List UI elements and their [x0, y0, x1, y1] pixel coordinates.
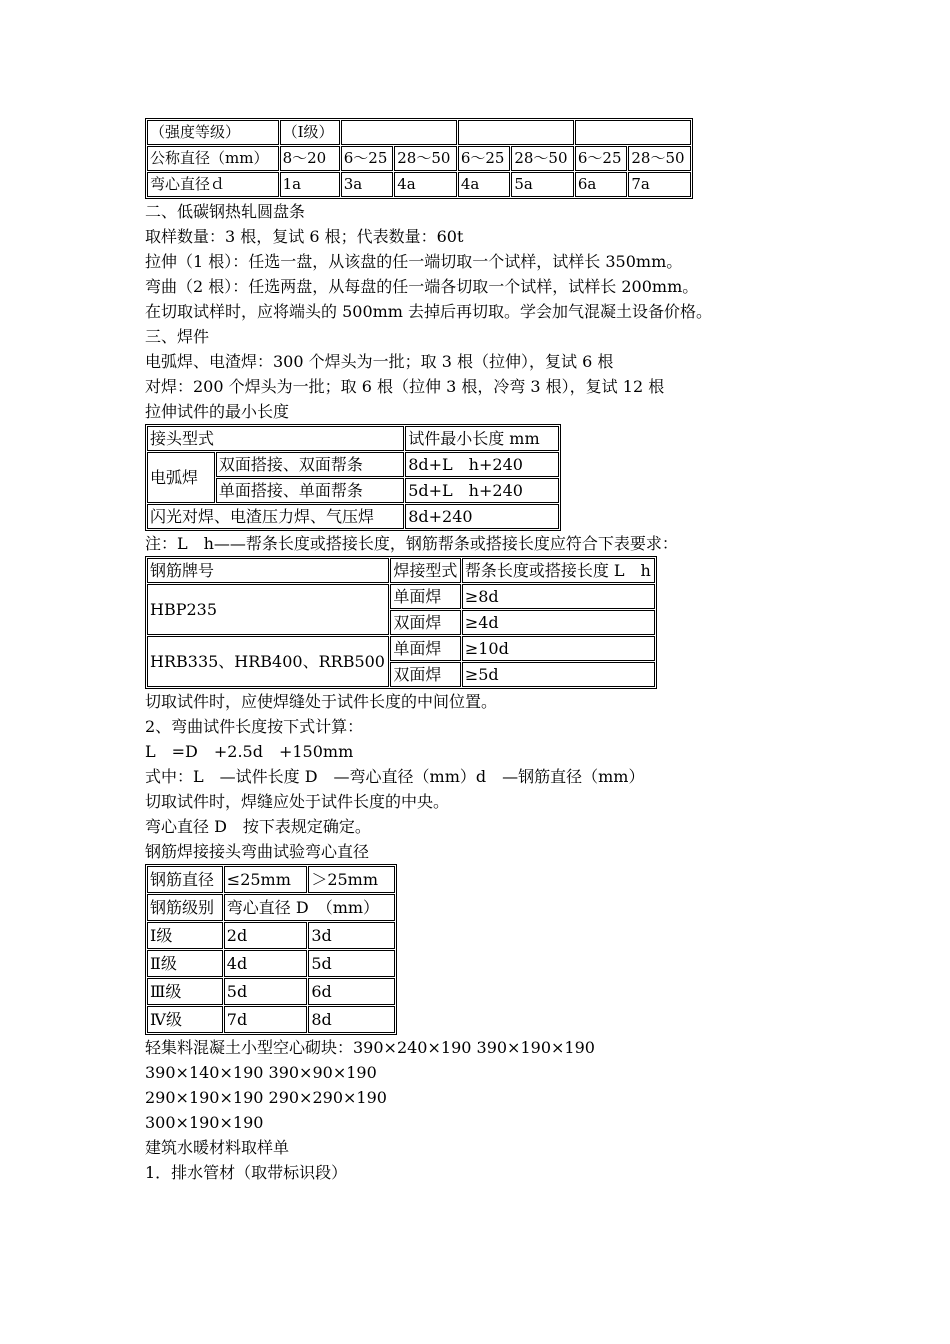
table-cell: 6～25	[575, 146, 627, 171]
table-row	[147, 894, 395, 921]
note: 注：L h——帮条长度或搭接长度，钢筋帮条或搭接长度应符合下表要求：	[145, 534, 678, 553]
paragraph: 对焊：200 个焊头为一批；取 6 根（拉伸 3 根，冷弯 3 根），复试 12 根	[145, 377, 665, 396]
table-cell: 8d	[308, 1006, 395, 1033]
table-caption: 拉伸试件的最小长度	[145, 402, 290, 421]
lap-length-table	[145, 556, 657, 689]
table-cell	[458, 120, 574, 145]
paragraph: 300×190×190	[145, 1113, 264, 1132]
table-cell: 弯心直径ｄ	[147, 172, 279, 197]
paragraph: 取样数量：3 根，复试 6 根；代表数量：60t	[145, 227, 464, 246]
table-cell: ≥5d	[462, 662, 655, 687]
table-cell: 公称直径（mm）	[147, 146, 279, 171]
table-cell: 1a	[280, 172, 340, 197]
table-cell: 双面搭接、双面帮条	[216, 452, 404, 477]
table-row	[147, 922, 395, 949]
table-cell: 单面焊	[390, 636, 460, 661]
paragraph: 290×190×190 290×290×190	[145, 1088, 387, 1107]
paragraph: 切取试件时，应使焊缝处于试件长度的中间位置。	[145, 692, 498, 711]
table-cell: 电弧焊	[147, 452, 215, 503]
table-cell: 5d	[308, 950, 395, 977]
paragraph: 拉伸（1 根）：任选一盘，从该盘的任一端切取一个试样，试样长 350mm。	[145, 252, 683, 271]
document-body	[145, 118, 805, 1185]
table-cell: 4a	[458, 172, 510, 197]
table-cell: 6～25	[458, 146, 510, 171]
table-header-cell: 试件最小长度 mm	[405, 426, 559, 451]
table-cell: 3a	[341, 172, 393, 197]
table-cell: 7a	[628, 172, 691, 197]
section-heading: 建筑水暖材料取样单	[145, 1138, 290, 1157]
table-row	[147, 636, 655, 661]
table-cell	[341, 120, 457, 145]
table-row	[147, 978, 395, 1005]
table-cell: 4d	[224, 950, 308, 977]
table-cell: 8～20	[280, 146, 340, 171]
table-cell: 2d	[224, 922, 308, 949]
paragraph: 1．排水管材（取带标识段）	[145, 1163, 348, 1182]
table-cell: 5a	[511, 172, 574, 197]
table-row	[147, 120, 691, 145]
table-cell: 7d	[224, 1006, 308, 1033]
table-header-cell: 钢筋级别	[147, 894, 223, 921]
table-header-cell: 接头型式	[147, 426, 404, 451]
table-cell	[575, 120, 691, 145]
table-header-cell: ≤25mm	[224, 866, 308, 893]
section-heading: 二、低碳钢热轧圆盘条	[145, 202, 306, 221]
table-cell: 闪光对焊、电渣压力焊、气压焊	[147, 504, 404, 529]
table-row	[147, 950, 395, 977]
paragraph: 2、弯曲试件长度按下式计算：	[145, 717, 364, 736]
table-cell: （Ⅰ级）	[280, 120, 340, 145]
table-cell: 6～25	[341, 146, 393, 171]
table-cell: ≥10d	[462, 636, 655, 661]
table-row	[147, 426, 559, 451]
table-header-cell: 焊接型式	[390, 558, 460, 583]
paragraph: 390×140×190 390×90×190	[145, 1063, 377, 1082]
table-cell: 4a	[394, 172, 457, 197]
formula: L =D +2.5d +150mm	[145, 742, 354, 761]
table-cell: 单面焊	[390, 584, 460, 609]
table-cell: 6a	[575, 172, 627, 197]
table-cell: 28～50	[511, 146, 574, 171]
table-row	[147, 584, 655, 609]
paragraph: 弯曲（2 根）：任选两盘，从每盘的任一端各切取一个试样，试样长 200mm。	[145, 277, 699, 296]
paragraph: 轻集料混凝土小型空心砌块：390×240×190 390×190×190	[145, 1038, 595, 1057]
table-row	[147, 504, 559, 529]
table-cell: ≥8d	[462, 584, 655, 609]
table-cell: 双面焊	[390, 662, 460, 687]
table-cell: 28～50	[628, 146, 691, 171]
section-heading: 三、焊件	[145, 327, 210, 346]
table-cell: 8d+240	[405, 504, 559, 529]
table-header-cell: 钢筋直径	[147, 866, 223, 893]
table-cell: （强度等级）	[147, 120, 279, 145]
table-cell: HRB335、HRB400、RRB500	[147, 636, 389, 687]
table-cell: 8d+L h+240	[405, 452, 559, 477]
table-row	[147, 1006, 395, 1033]
table-header-cell: 帮条长度或搭接长度 L h	[462, 558, 655, 583]
table-cell: 5d+L h+240	[405, 478, 559, 503]
paragraph: 弯心直径 D 按下表规定确定。	[145, 817, 371, 836]
paragraph: 电弧焊、电渣焊：300 个焊头为一批；取 3 根（拉伸），复试 6 根	[145, 352, 614, 371]
table-cell: 3d	[308, 922, 395, 949]
table-cell: 5d	[224, 978, 308, 1005]
table-cell: HBP235	[147, 584, 389, 635]
table-cell: 双面焊	[390, 610, 460, 635]
tensile-length-table	[145, 424, 561, 531]
table-row	[147, 172, 691, 197]
table-row	[147, 146, 691, 171]
paragraph: 切取试件时，焊缝应处于试件长度的中央。	[145, 792, 450, 811]
table-cell: Ⅳ级	[147, 1006, 223, 1033]
table-row	[147, 866, 395, 893]
table-cell: Ⅲ级	[147, 978, 223, 1005]
table-header-cell: ＞25mm	[308, 866, 395, 893]
table-header-cell: 弯心直径 D （mm）	[224, 894, 395, 921]
table-cell: Ⅰ级	[147, 922, 223, 949]
table-cell: Ⅱ级	[147, 950, 223, 977]
rebar-bend-table	[145, 118, 693, 199]
table-cell: 28～50	[394, 146, 457, 171]
table-row	[147, 452, 559, 477]
table-header-cell: 钢筋牌号	[147, 558, 389, 583]
table-cell: 单面搭接、单面帮条	[216, 478, 404, 503]
paragraph: 在切取试样时，应将端头的 500mm 去掉后再切取。学会加气混凝土设备价格。	[145, 302, 713, 321]
paragraph: 式中：L —试件长度 D —弯心直径（mm）d —钢筋直径（mm）	[145, 767, 645, 786]
table-caption: 钢筋焊接接头弯曲试验弯心直径	[145, 842, 370, 861]
bend-diameter-table	[145, 864, 397, 1035]
table-row	[147, 558, 655, 583]
table-cell: ≥4d	[462, 610, 655, 635]
table-cell: 6d	[308, 978, 395, 1005]
